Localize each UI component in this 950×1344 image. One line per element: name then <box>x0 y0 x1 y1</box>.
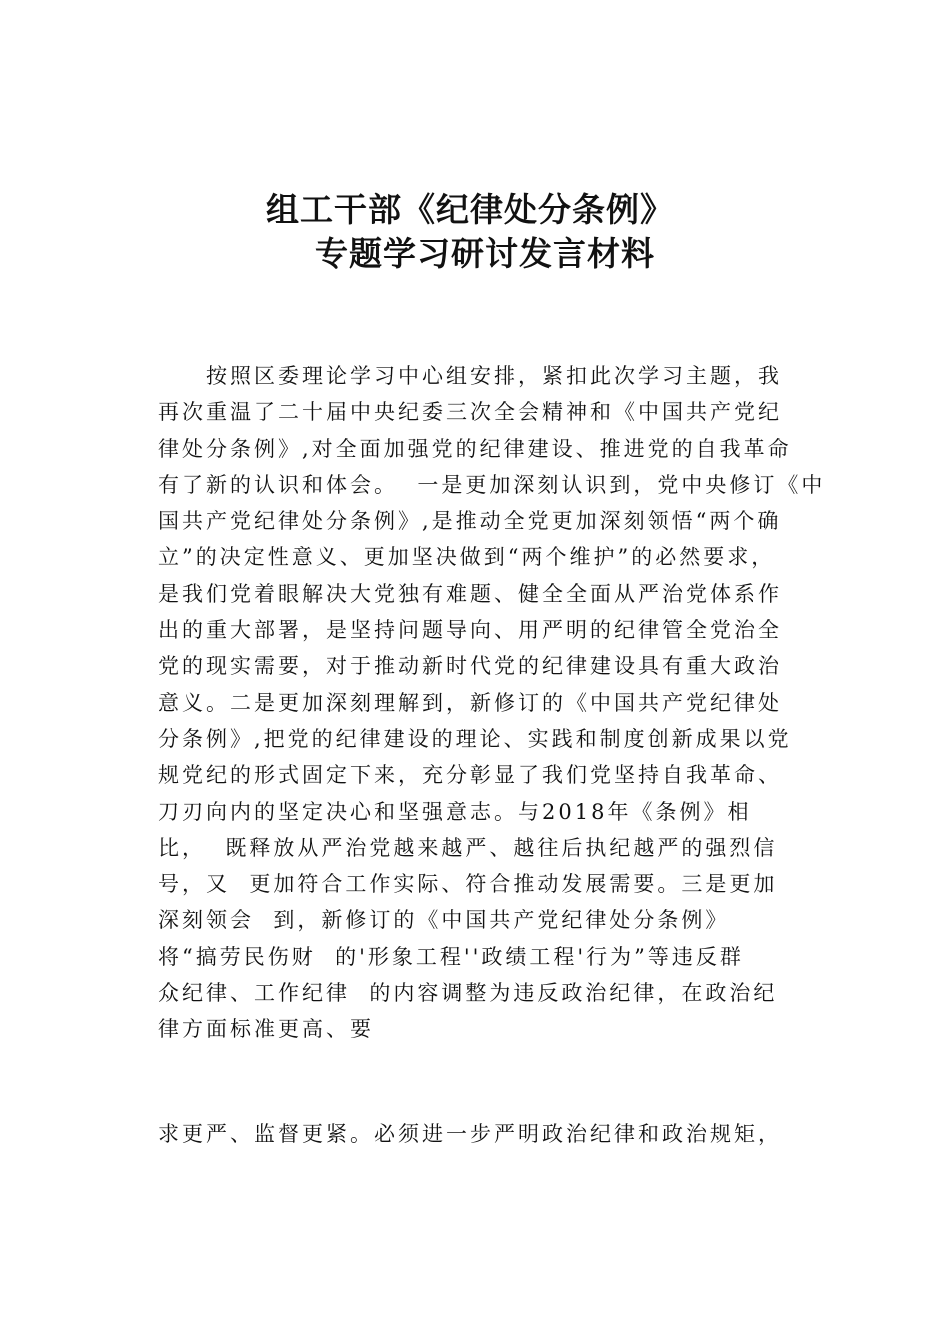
text-line: 党的现实需要，对于推动新时代党的纪律建设具有重大政治 <box>158 654 782 679</box>
text-line: 是我们党着眼解决大党独有难题、健全全面从严治党体系作 <box>158 581 782 606</box>
text-line: 规党纪的形式固定下来，充分彰显了我们党坚持自我革命、 <box>158 763 782 788</box>
text-line: 按照区委理论学习中心组安排，紧扣此次学习主题，我 <box>206 364 782 388</box>
body-paragraph <box>158 358 838 1048</box>
title-line-1: 组工干部《纪律处分条例》 <box>266 190 674 229</box>
text-line: 分条例》,把党的纪律建设的理论、实践和制度创新成果以党 <box>158 726 792 751</box>
text-line: 再次重温了二十届中央纪委三次全会精神和《中国共产党纪 <box>158 400 782 425</box>
text-line: 将“搞劳民伤财 的'形象工程''政绩工程'行为”等违反群 <box>158 944 744 969</box>
continuation-line: 求更严、监督更紧。必须进一步严明政治纪律和政治规矩， <box>158 1122 782 1146</box>
text-line: 号，又 更加符合工作实际、符合推动发展需要。三是更加 <box>158 872 778 897</box>
text-line: 有了新的认识和体会。 一是更加深刻认识到，党中央修订《中 <box>158 472 826 497</box>
text-line: 深刻领会 到，新修订的《中国共产党纪律处分条例》 <box>158 908 730 933</box>
text-line: 出的重大部署，是坚持问题导向、用严明的纪律管全党治全 <box>158 618 782 643</box>
text-line: 国共产党纪律处分条例》,是推动全党更加深刻领悟“两个确 <box>158 509 782 534</box>
text-line: 律方面标准更高、要 <box>158 1017 374 1042</box>
text-line: 比， 既释放从严治党越来越严、越往后执纪越严的强烈信 <box>158 835 778 860</box>
document-title <box>0 188 950 276</box>
text-line: 意义。二是更加深刻理解到，新修订的《中国共产党纪律处 <box>158 690 782 715</box>
text-line: 立”的决定性意义、更加坚决做到“两个维护”的必然要求， <box>158 545 776 570</box>
text-line: 众纪律、工作纪律 的内容调整为违反政治纪律，在政治纪 <box>158 981 778 1006</box>
title-line-2: 专题学习研讨发言材料 <box>315 234 655 273</box>
text-line: 律处分条例》,对全面加强党的纪律建设、推进党的自我革命 <box>158 436 792 461</box>
text-line: 刀刃向内的坚定决心和坚强意志。与2018年《条例》相 <box>158 799 752 824</box>
